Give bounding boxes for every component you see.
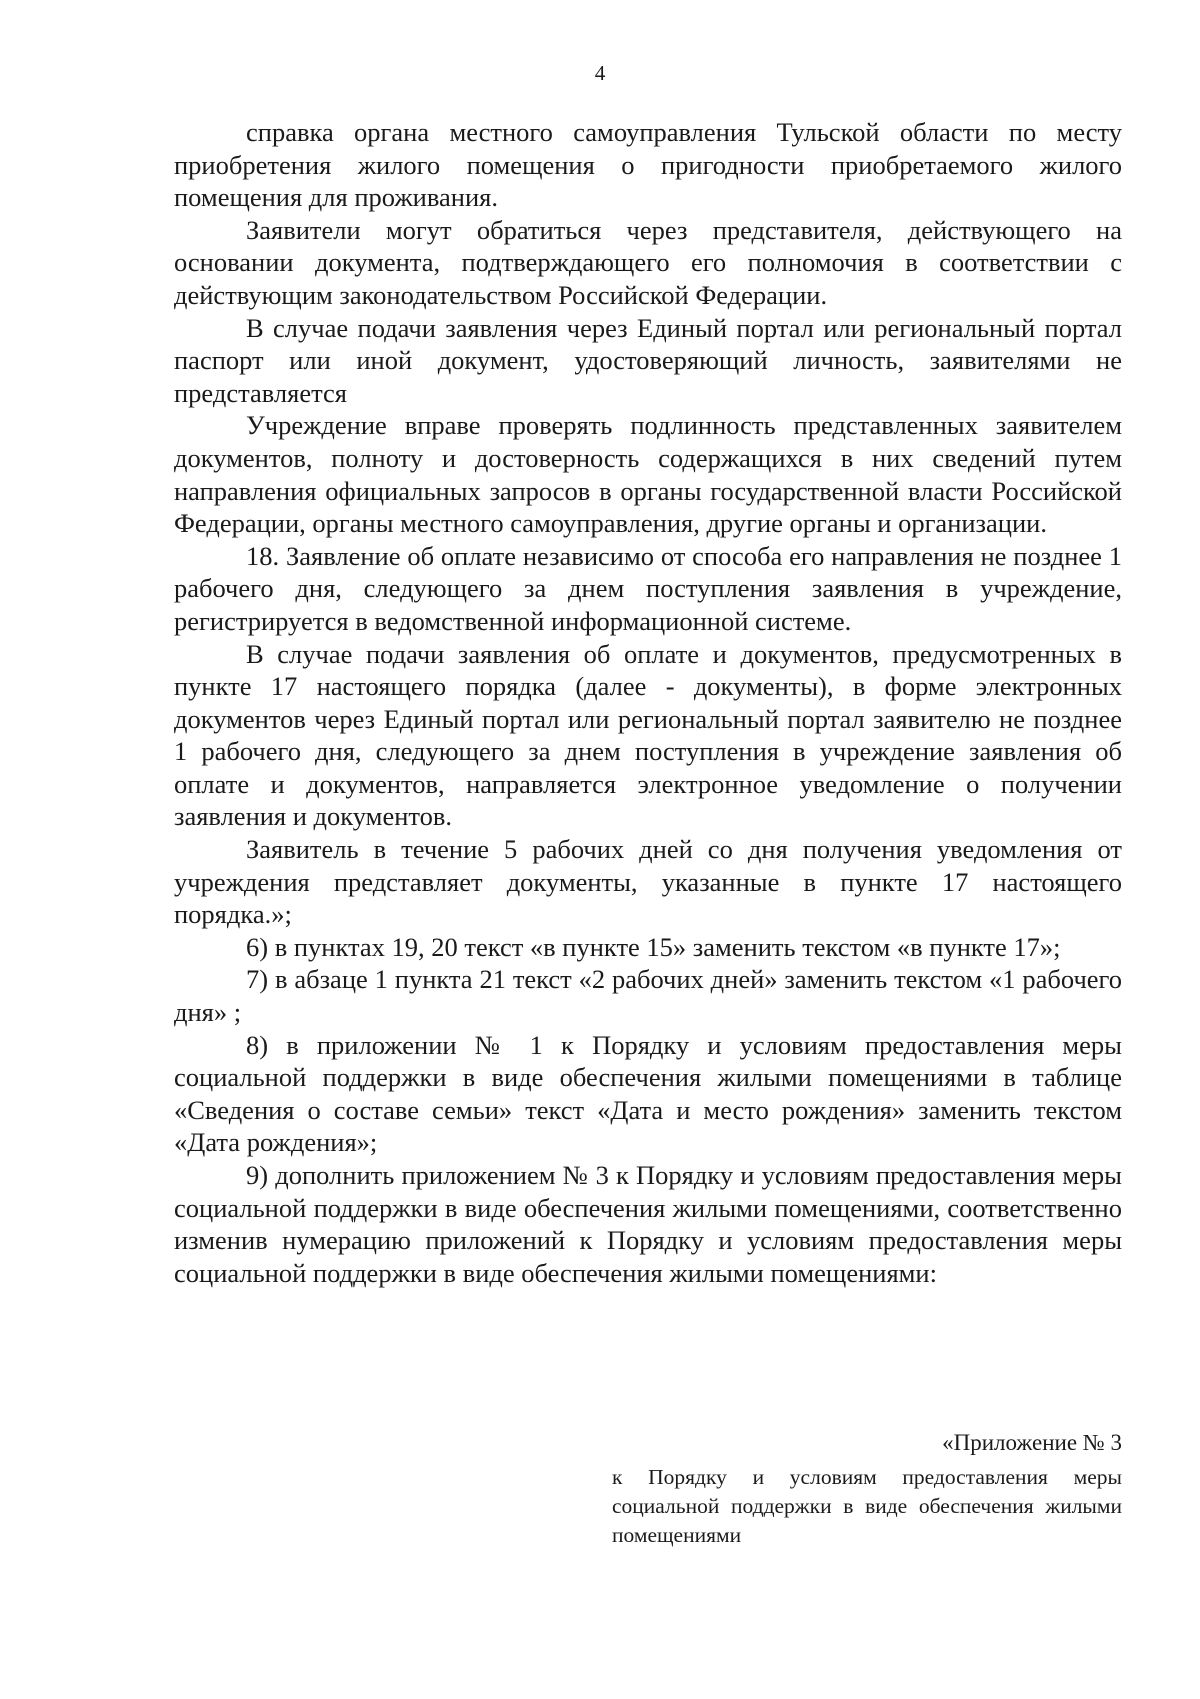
paragraph-electronic-submission: В случае подачи заявления об оплате и документов, предусмотренных в пункте 17 настоящего порядка (далее - документы), в форме электронных документов через Единый портал или региональный портал заявителю не позднее 1 рабочего дня, следующего за днем поступления в учреждение заявления об оплате и документов, направляется электронное уведомление о получении заявления и документов. bbox=[174, 638, 1122, 832]
paragraph-item-18: 18. Заявление об оплате независимо от способа его направления не позднее 1 рабочего дня, следующего за днем поступления заявления в учреждение, регистрируется в ведомственной информационной системе. bbox=[174, 540, 1122, 636]
paragraph-item-8: 8) в приложении № 1 к Порядку и условиям предоставления меры социальной поддержки в виде обеспечения жилыми помещениями в таблице «Сведения о составе семьи» текст «Дата и место рождения» заменить текстом «Дата рождения»; bbox=[174, 1029, 1122, 1158]
page-number: 4 bbox=[594, 61, 606, 85]
paragraph-verification: Учреждение вправе проверять подлинность представленных заявителем документов, полноту и достоверность содержащихся в них сведений путем направления официальных запросов в органы государственной власти Российской Федерации, органы местного самоуправления, другие органы и организации. bbox=[174, 410, 1122, 539]
paragraph-applicant-deadline: Заявитель в течение 5 рабочих дней со дня получения уведомления от учреждения представляет документы, указанные в пункте 17 настоящего порядка.»; bbox=[174, 834, 1122, 930]
paragraph-portal-passport: В случае подачи заявления через Единый портал или региональный портал паспорт или иной документ, удостоверяющий личность, заявителями не представляется bbox=[174, 312, 1122, 408]
appendix-description: к Порядку и условиям предоставления меры социальной поддержки в виде обеспечения жилыми помещениями bbox=[612, 1465, 1122, 1547]
appendix-title: «Приложение № 3 bbox=[942, 1430, 1122, 1455]
paragraph-item-9: 9) дополнить приложением № 3 к Порядку и условиям предоставления меры социальной поддержки в виде обеспечения жилыми помещениями, соответственно изменив нумерацию приложений к Порядку и условиям предоставления меры социальной поддержки в виде обеспечения жилыми помещениями: bbox=[174, 1160, 1122, 1288]
paragraph-item-6: 6) в пунктах 19, 20 текст «в пункте 15» заменить текстом «в пункте 17»; bbox=[246, 931, 1061, 962]
paragraph-representative: Заявители могут обратиться через представителя, действующего на основании документа, подтверждающего его полномочия в соответствии с действующим законодательством Российской Федерации. bbox=[174, 214, 1122, 310]
paragraph-item-7: 7) в абзаце 1 пункта 21 текст «2 рабочих дней» заменить текстом «1 рабочего дня» ; bbox=[174, 964, 1122, 1028]
appendix-note bbox=[612, 1427, 1122, 1550]
document-body bbox=[174, 116, 1122, 1289]
paragraph-certificate: справка органа местного самоуправления Тульской области по месту приобретения жилого помещения о пригодности приобретаемого жилого помещения для проживания. bbox=[174, 117, 1122, 213]
